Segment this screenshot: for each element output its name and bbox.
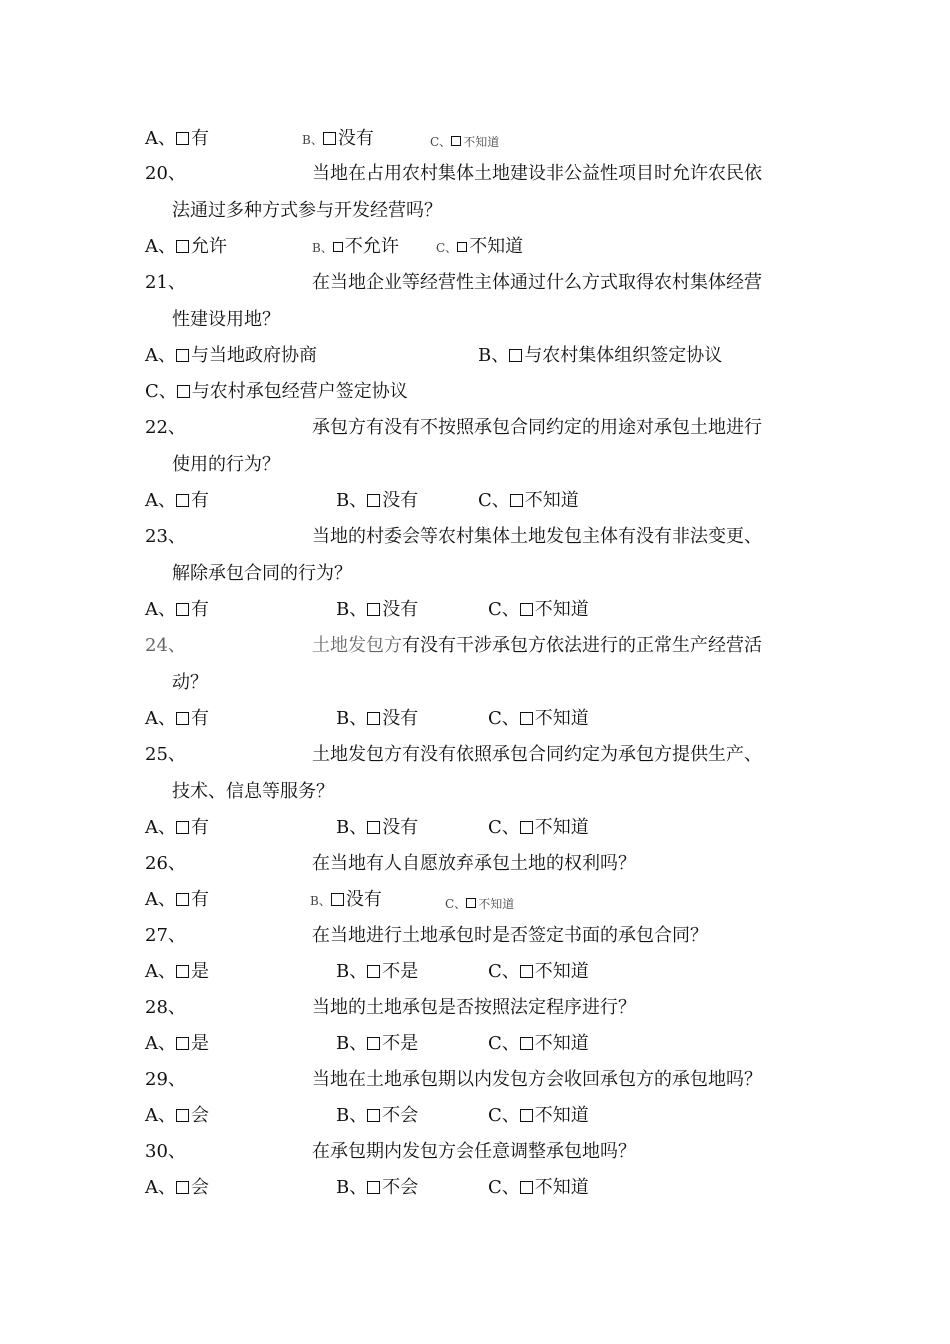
q21-option-c[interactable]: C、 与农村承包经营户签定协议 xyxy=(145,381,408,402)
q29-option-b[interactable]: B、 不会 xyxy=(336,1105,419,1126)
q28-option-a[interactable]: A、 是 xyxy=(145,1033,209,1054)
checkbox[interactable] xyxy=(176,349,189,362)
q20-option-a[interactable]: A、 允许 xyxy=(145,236,227,257)
q27-option-c[interactable]: C、 不知道 xyxy=(488,961,589,982)
checkbox[interactable] xyxy=(520,1037,533,1050)
question-text: 当地的村委会等农村集体土地发包主体有没有非法变更、 xyxy=(312,526,762,547)
question-text: 在当地进行土地承包时是否签定书面的承包合同？ xyxy=(312,925,708,946)
checkbox[interactable] xyxy=(520,603,533,616)
checkbox[interactable] xyxy=(367,494,380,507)
q19-option-c[interactable]: C、 不知道 xyxy=(430,135,500,149)
question-number: 23、 xyxy=(145,526,186,547)
checkbox[interactable] xyxy=(323,132,336,145)
checkbox[interactable] xyxy=(176,494,189,507)
q24-option-c[interactable]: C、 不知道 xyxy=(488,708,589,729)
question-text-cont: 性建设用地？ xyxy=(172,309,280,330)
question-number: 26、 xyxy=(145,853,186,874)
checkbox[interactable] xyxy=(333,242,343,252)
checkbox[interactable] xyxy=(509,349,522,362)
checkbox[interactable] xyxy=(457,242,467,252)
q25-option-c[interactable]: C、 不知道 xyxy=(488,817,589,838)
q26-option-b[interactable]: B、 没有 xyxy=(310,889,382,910)
checkbox[interactable] xyxy=(451,136,461,146)
question-number: 24、 xyxy=(145,635,186,656)
question-number: 29、 xyxy=(145,1069,186,1090)
q22-option-a[interactable]: A、 有 xyxy=(145,490,209,511)
checkbox[interactable] xyxy=(367,1109,380,1122)
checkbox[interactable] xyxy=(520,712,533,725)
checkbox[interactable] xyxy=(520,1109,533,1122)
checkbox[interactable] xyxy=(176,1181,189,1194)
q28-option-b[interactable]: B、 不是 xyxy=(336,1033,419,1054)
checkbox[interactable] xyxy=(176,893,189,906)
question-number: 25、 xyxy=(145,744,186,765)
question-number: 27、 xyxy=(145,925,186,946)
highlighted-term: 土地发包方 xyxy=(312,635,402,656)
checkbox[interactable] xyxy=(331,893,344,906)
checkbox[interactable] xyxy=(367,821,380,834)
checkbox[interactable] xyxy=(520,1181,533,1194)
checkbox[interactable] xyxy=(176,1109,189,1122)
q29-option-a[interactable]: A、 会 xyxy=(145,1105,209,1126)
question-text: 当地在占用农村集体土地建设非公益性项目时允许农民依 xyxy=(312,163,762,184)
checkbox[interactable] xyxy=(367,603,380,616)
checkbox[interactable] xyxy=(510,494,523,507)
question-text-cont: 使用的行为？ xyxy=(172,454,280,475)
question-text: 当地的土地承包是否按照法定程序进行？ xyxy=(312,997,636,1018)
checkbox[interactable] xyxy=(176,603,189,616)
q25-option-b[interactable]: B、 没有 xyxy=(336,817,419,838)
q26-option-c[interactable]: C、 不知道 xyxy=(445,897,515,911)
q19-option-a[interactable]: A、 有 xyxy=(145,128,209,149)
q23-option-c[interactable]: C、 不知道 xyxy=(488,599,589,620)
q21-option-a[interactable]: A、 与当地政府协商 xyxy=(145,345,317,366)
q20-option-c[interactable]: C、 不知道 xyxy=(436,236,524,257)
q28-option-c[interactable]: C、 不知道 xyxy=(488,1033,589,1054)
checkbox[interactable] xyxy=(176,712,189,725)
checkbox[interactable] xyxy=(367,1037,380,1050)
q27-option-b[interactable]: B、 不是 xyxy=(336,961,419,982)
question-text: 土地发包方有没有干涉承包方依法进行的正常生产经营活 xyxy=(312,635,762,656)
question-number: 22、 xyxy=(145,417,186,438)
checkbox[interactable] xyxy=(176,1037,189,1050)
question-text: 在当地有人自愿放弃承包土地的权利吗？ xyxy=(312,853,636,874)
question-text: 土地发包方有没有依照承包合同约定为承包方提供生产、 xyxy=(312,744,762,765)
question-text: 在承包期内发包方会任意调整承包地吗？ xyxy=(312,1141,636,1162)
q20-option-b[interactable]: B、 不允许 xyxy=(312,236,399,257)
question-text-cont: 技术、信息等服务？ xyxy=(172,781,334,802)
q23-option-a[interactable]: A、 有 xyxy=(145,599,209,620)
question-text: 承包方有没有不按照承包合同约定的用途对承包土地进行 xyxy=(312,417,762,438)
q27-option-a[interactable]: A、 是 xyxy=(145,961,209,982)
q26-option-a[interactable]: A、 有 xyxy=(145,889,209,910)
question-text-cont: 解除承包合同的行为？ xyxy=(172,563,352,584)
q24-option-b[interactable]: B、 没有 xyxy=(336,708,419,729)
checkbox[interactable] xyxy=(520,965,533,978)
q22-option-c[interactable]: C、 不知道 xyxy=(478,490,579,511)
q30-option-c[interactable]: C、 不知道 xyxy=(488,1177,589,1198)
question-text-cont: 动？ xyxy=(172,672,208,693)
q21-option-b[interactable]: B、 与农村集体组织签定协议 xyxy=(478,345,723,366)
q19-option-b[interactable]: B、 没有 xyxy=(302,128,374,149)
checkbox[interactable] xyxy=(176,132,189,145)
question-number: 28、 xyxy=(145,997,186,1018)
checkbox[interactable] xyxy=(367,712,380,725)
checkbox[interactable] xyxy=(177,385,190,398)
question-number: 20、 xyxy=(145,163,186,184)
q30-option-b[interactable]: B、 不会 xyxy=(336,1177,419,1198)
q23-option-b[interactable]: B、 没有 xyxy=(336,599,419,620)
checkbox[interactable] xyxy=(176,240,189,253)
question-number: 30、 xyxy=(145,1141,186,1162)
q29-option-c[interactable]: C、 不知道 xyxy=(488,1105,589,1126)
checkbox[interactable] xyxy=(367,965,380,978)
checkbox[interactable] xyxy=(176,965,189,978)
q25-option-a[interactable]: A、 有 xyxy=(145,817,209,838)
question-text-cont: 法通过多种方式参与开发经营吗？ xyxy=(172,200,442,221)
checkbox[interactable] xyxy=(367,1181,380,1194)
q22-option-b[interactable]: B、 没有 xyxy=(336,490,419,511)
q24-option-a[interactable]: A、 有 xyxy=(145,708,209,729)
checkbox[interactable] xyxy=(466,898,476,908)
checkbox[interactable] xyxy=(176,821,189,834)
checkbox[interactable] xyxy=(520,821,533,834)
question-number: 21、 xyxy=(145,272,186,293)
question-text: 当地在土地承包期以内发包方会收回承包方的承包地吗？ xyxy=(312,1069,762,1090)
q30-option-a[interactable]: A、 会 xyxy=(145,1177,209,1198)
question-text: 在当地企业等经营性主体通过什么方式取得农村集体经营 xyxy=(312,272,762,293)
